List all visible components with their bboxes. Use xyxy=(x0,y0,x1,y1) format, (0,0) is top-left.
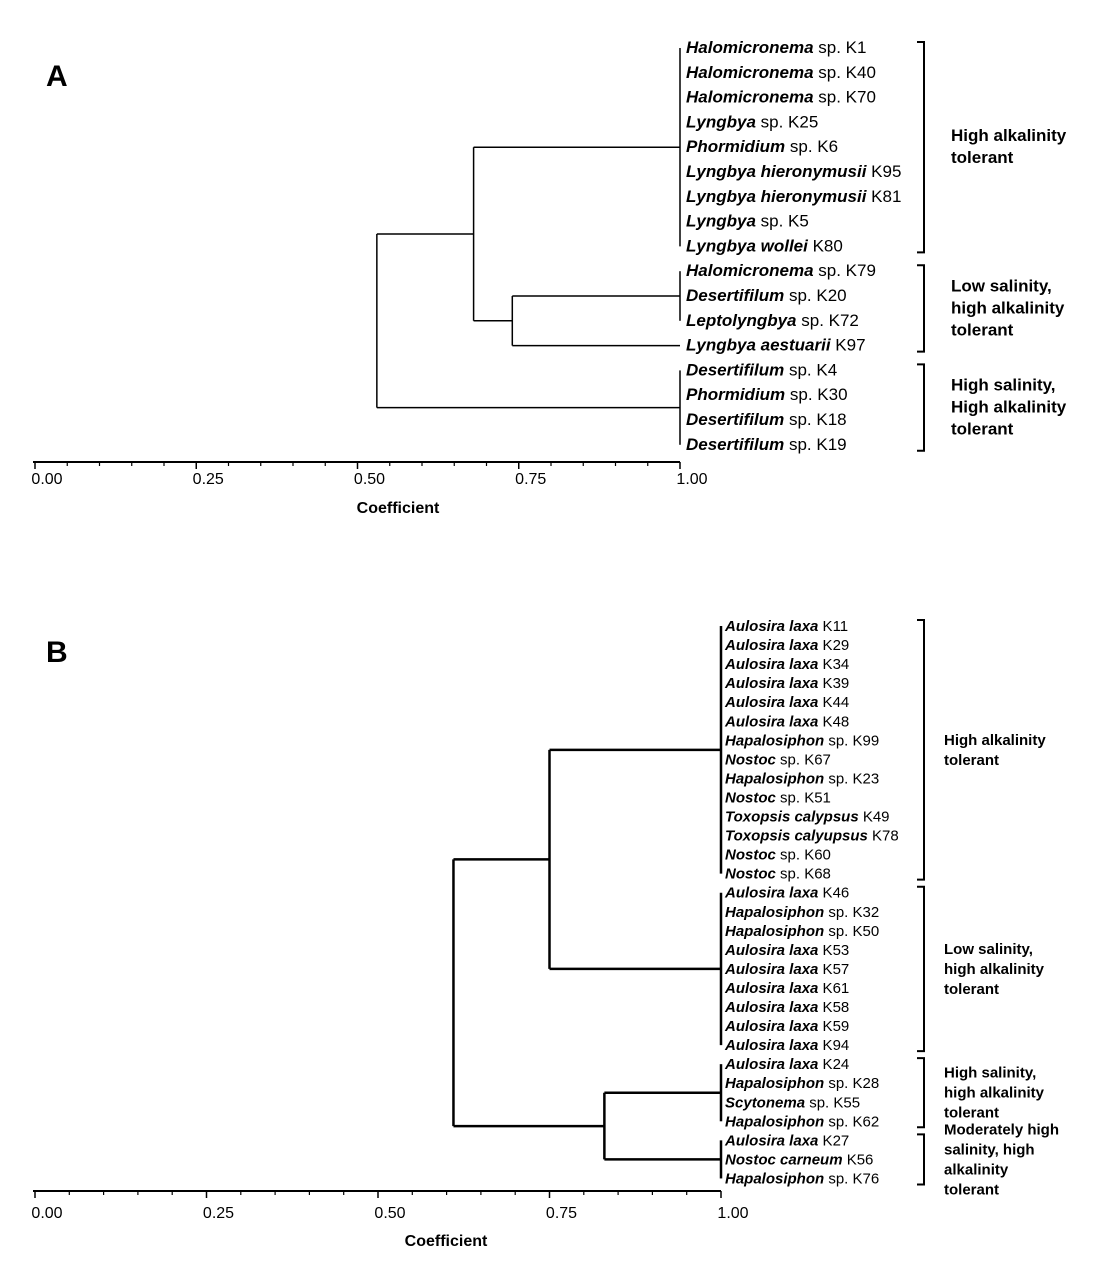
x-tick-label: 0.75 xyxy=(545,1205,578,1222)
leaf-label: Aulosira laxa K53 xyxy=(725,941,850,959)
leaf-label: Halomicronema sp. K79 xyxy=(686,261,876,281)
leaf-label: Nostoc sp. K60 xyxy=(725,846,831,864)
dendrogram-a-svg xyxy=(0,0,1118,560)
leaf-label: Aulosira laxa K94 xyxy=(725,1037,850,1055)
leaf-label: Hapalosiphon sp. K62 xyxy=(725,1113,880,1131)
leaf-label: Phormidium sp. K6 xyxy=(686,137,839,157)
leaf-label: Nostoc sp. K68 xyxy=(725,865,831,883)
group-label: Low salinity, xyxy=(944,940,1033,958)
leaf-label: Lyngbya aestuarii K97 xyxy=(686,335,866,355)
panel-label: B xyxy=(46,636,68,669)
x-tick-label: 1.00 xyxy=(717,1205,749,1222)
dendrogram-b-svg xyxy=(0,560,1118,1286)
group-label: tolerant xyxy=(951,419,1014,439)
leaf-label: Desertifilum sp. K4 xyxy=(686,360,838,380)
leaf-label: Aulosira laxa K57 xyxy=(725,960,850,978)
group-bracket xyxy=(917,42,924,252)
leaf-label: Hapalosiphon sp. K28 xyxy=(725,1075,880,1093)
leaf-label: Lyngbya wollei K80 xyxy=(686,236,843,256)
group-bracket xyxy=(917,364,924,450)
leaf-label: Desertifilum sp. K18 xyxy=(686,410,847,429)
leaf-label: Nostoc sp. K51 xyxy=(725,789,831,807)
leaf-label: Nostoc carneum K56 xyxy=(725,1151,874,1169)
x-tick-label: 0.00 xyxy=(31,471,63,488)
leaf-label: Aulosira laxa K59 xyxy=(725,1018,850,1036)
group-label: high alkalinity xyxy=(944,960,1045,978)
leaf-label: Aulosira laxa K48 xyxy=(725,713,850,731)
group-label: salinity, high xyxy=(944,1141,1035,1159)
leaf-label: Aulosira laxa K46 xyxy=(725,884,850,902)
leaf-label: Aulosira laxa K11 xyxy=(725,618,849,635)
x-tick-label: 0.25 xyxy=(202,1205,235,1222)
group-label: high alkalinity xyxy=(951,298,1065,318)
x-tick-label: 0.50 xyxy=(374,1205,406,1222)
group-label: Low salinity, xyxy=(951,276,1052,296)
leaf-label: Hapalosiphon sp. K76 xyxy=(725,1170,880,1188)
leaf-label: Halomicronema sp. K40 xyxy=(686,62,876,82)
leaf-label: Aulosira laxa K24 xyxy=(725,1056,850,1074)
leaf-label: Hapalosiphon sp. K32 xyxy=(725,903,880,921)
group-label: alkalinity xyxy=(944,1161,1009,1179)
group-label: tolerant xyxy=(944,1104,1000,1122)
x-axis-title: Coefficient xyxy=(404,1233,488,1250)
leaf-label: Toxopsis calypsus K49 xyxy=(725,808,890,826)
group-label: tolerant xyxy=(951,320,1014,340)
x-tick-label: 0.50 xyxy=(353,471,386,488)
group-label: Moderately high xyxy=(944,1121,1060,1139)
leaf-label: Toxopsis calyupsus K78 xyxy=(725,827,899,845)
x-tick-label: 0.00 xyxy=(31,1205,63,1222)
panel-label: A xyxy=(46,60,68,93)
leaf-label: Lyngbya sp. K25 xyxy=(686,112,819,132)
leaf-label: Nostoc sp. K67 xyxy=(725,751,831,769)
group-label: High alkalinity xyxy=(951,126,1067,146)
group-bracket xyxy=(917,887,924,1051)
group-bracket xyxy=(917,265,924,351)
x-tick-label: 0.75 xyxy=(515,471,547,488)
group-label: tolerant xyxy=(944,1181,1000,1199)
leaf-label: Aulosira laxa K39 xyxy=(725,675,850,693)
leaf-label: Lyngbya hieronymusii K95 xyxy=(686,162,902,181)
leaf-label: Aulosira laxa K61 xyxy=(725,979,850,997)
x-axis-title: Coefficient xyxy=(356,500,440,517)
x-tick-label: 1.00 xyxy=(676,471,708,488)
leaf-label: Desertifilum sp. K20 xyxy=(686,286,847,305)
leaf-label: Aulosira laxa K29 xyxy=(725,637,850,655)
leaf-label: Hapalosiphon sp. K99 xyxy=(725,732,880,750)
group-label: tolerant xyxy=(944,980,1000,998)
dendrogram-panel-a xyxy=(0,0,1118,560)
group-label: High salinity, xyxy=(944,1064,1037,1082)
leaf-label: Aulosira laxa K27 xyxy=(725,1132,850,1150)
group-bracket xyxy=(917,620,924,880)
leaf-label: Desertifilum sp. K19 xyxy=(686,434,847,454)
leaf-label: Aulosira laxa K34 xyxy=(725,656,850,674)
leaf-label: Halomicronema sp. K1 xyxy=(686,38,867,57)
leaf-label: Hapalosiphon sp. K23 xyxy=(725,770,880,788)
leaf-label: Aulosira laxa K44 xyxy=(725,694,850,712)
leaf-label: Phormidium sp. K30 xyxy=(686,385,848,405)
leaf-label: Lyngbya sp. K5 xyxy=(686,211,809,231)
leaf-label: Lyngbya hieronymusii K81 xyxy=(686,186,902,206)
group-bracket xyxy=(917,1058,924,1127)
leaf-label: Leptolyngbya sp. K72 xyxy=(686,310,859,330)
group-label: High salinity, xyxy=(951,375,1056,395)
group-label: High alkalinity xyxy=(951,397,1067,417)
group-label: High alkalinity xyxy=(944,731,1046,749)
group-label: high alkalinity xyxy=(944,1084,1045,1102)
x-tick-label: 0.25 xyxy=(192,471,224,488)
leaf-label: Halomicronema sp. K70 xyxy=(686,87,876,107)
leaf-label: Hapalosiphon sp. K50 xyxy=(725,922,880,940)
leaf-label: Scytonema sp. K55 xyxy=(725,1094,861,1112)
dendrogram-panel-b xyxy=(0,560,1118,1286)
group-label: tolerant xyxy=(951,148,1014,168)
group-bracket xyxy=(917,1134,924,1184)
leaf-label: Aulosira laxa K58 xyxy=(725,999,850,1016)
group-label: tolerant xyxy=(944,751,1000,769)
